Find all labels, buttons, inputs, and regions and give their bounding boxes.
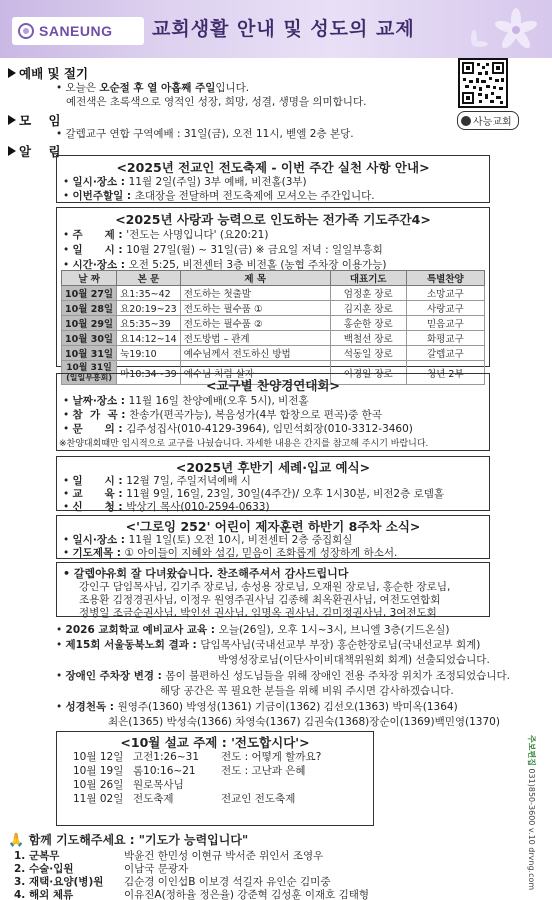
worship-line1-bold: 오순절 후 열 아홉째 주일 bbox=[99, 82, 216, 94]
prayer-item-names: 김순경 이인섭B 이보경 석길자 유인순 김미중 bbox=[124, 876, 331, 888]
col-scripture: 본 문 bbox=[117, 271, 181, 286]
cell-date: 10월 29일 bbox=[62, 316, 117, 331]
table-row bbox=[62, 286, 485, 301]
cell-prayer: 김지훈 장로 bbox=[330, 301, 406, 316]
bible-text-1: 원영주(1360) 박영성(1361) 기금이(1362) 김선오(1363) 박미옥(1364) bbox=[117, 701, 458, 713]
vertical-footer bbox=[523, 735, 541, 891]
qr-label bbox=[457, 111, 519, 130]
cell-praise: 소망교구 bbox=[406, 286, 484, 301]
sermon-row bbox=[73, 777, 221, 792]
prayer-request-title bbox=[8, 831, 248, 848]
cell-prayer: 석동일 장로 bbox=[330, 346, 406, 361]
caleb-title: • 갈렙야유회 잘 다녀왔습니다. 찬조해주셔서 감사드립니다 bbox=[63, 565, 348, 581]
qr-label-text: 사능교회 bbox=[473, 117, 512, 128]
prayer-week-row-1 bbox=[63, 227, 268, 242]
praise-row-3 bbox=[63, 421, 413, 436]
growing-row1-text: 11월 1일(토) 오전 10시, 비전센터 2층 중집회실 bbox=[128, 534, 353, 546]
cell-prayer: 엄정훈 장로 bbox=[330, 286, 406, 301]
prayer-item bbox=[14, 887, 369, 900]
baptism-row1-label: 일 시 : bbox=[72, 475, 127, 487]
sermon-topic: 전교인 전도축제 bbox=[221, 793, 296, 805]
triangle-icon bbox=[8, 68, 16, 78]
praise-row2-label: 참 가 곡 : bbox=[72, 409, 130, 421]
triangle-icon bbox=[8, 146, 16, 156]
festival-row1-label: 일시·장소 : bbox=[72, 176, 129, 188]
prayer-week-row3-text: 오전 5:25, 비전센터 3층 비전홀 (농협 주차장 이용가능) bbox=[128, 259, 387, 271]
sermon-row bbox=[73, 763, 306, 778]
parking-text-2: 해당 공간은 꼭 필요한 분들을 위해 비워 주시면 감사하겠습니다. bbox=[160, 685, 454, 697]
festival-row1-text: 11월 2일(주일) 3부 예배, 비전홀(3부) bbox=[128, 176, 307, 188]
festival-row2-text: 초대장을 전달하며 전도축제에 모셔오는 주간입니다. bbox=[134, 190, 375, 202]
growing-row1-label: 일시·장소 : bbox=[72, 534, 129, 546]
prayer-item-label: 1. 군복무 bbox=[14, 850, 60, 862]
flower-decoration-icon bbox=[454, 6, 544, 54]
table-row bbox=[62, 331, 485, 346]
prayer-week-row2-label: 일 시 : bbox=[72, 244, 127, 256]
praise-row-2 bbox=[63, 407, 382, 422]
worship-line-2: 예전색은 초록색으로 영적인 성장, 희망, 성결, 생명을 의미합니다. bbox=[66, 96, 367, 108]
logo-text: SANEUNG bbox=[39, 23, 113, 39]
parking-text-1: 몸이 불편하신 성도님들을 위해 장애인 전용 주차장 위치가 조정되었습니다. bbox=[165, 670, 510, 682]
prayer-week-row1-text: '전도는 사명입니다' (요20:21) bbox=[126, 229, 269, 241]
cell-scripture: 요5:35~39 bbox=[117, 316, 181, 331]
footer-contact: 031)850-3600 v.10 drvng.com bbox=[527, 765, 536, 891]
qr-code[interactable] bbox=[458, 58, 508, 108]
cell-date-text: 10월 31일 bbox=[66, 362, 112, 373]
cell-scripture: 요14:12~14 bbox=[117, 331, 181, 346]
sermon-date: 10월 26일 bbox=[73, 779, 124, 791]
logo-icon bbox=[18, 23, 34, 39]
cell-scripture: 마10:34~39 bbox=[117, 361, 181, 385]
cell-topic: 예수님 처럼 살자 bbox=[180, 361, 330, 385]
edu-label: 2026 교회학교 예비교사 교육 : bbox=[65, 624, 219, 636]
sermon-date: 11월 02일 bbox=[73, 793, 124, 805]
growing-title: <'그로잉 252' 어린이 제자훈련 하반기 8주차 소식> bbox=[125, 519, 421, 534]
cell-date: 10월 28일 bbox=[62, 301, 117, 316]
seoul-notice bbox=[56, 637, 480, 652]
meeting-line: • 갈렙교구 연합 구역예배 : 31일(금), 오전 11시, 벧엘 2층 본당. bbox=[56, 126, 354, 141]
cell-scripture: 요1:35~42 bbox=[117, 286, 181, 301]
sermon-row bbox=[73, 749, 321, 764]
col-special-praise: 특별찬양 bbox=[406, 271, 484, 286]
festival-row-2 bbox=[63, 188, 375, 203]
praise-row1-text: 11월 16일 찬양예배(오후 5시), 비전홀 bbox=[128, 395, 309, 407]
bible-label: 성경천독 : bbox=[65, 701, 118, 713]
section-notice-heading: 알 림 bbox=[19, 144, 61, 159]
edu-text: 오늘(26일), 오후 1시~3시, 브니엘 3층(기드온실) bbox=[218, 624, 450, 636]
sermon-topic: 전도 : 고난과 은혜 bbox=[221, 765, 306, 777]
prayer-week-row1-label: 주 제 : bbox=[72, 229, 127, 241]
parking-label: 장애인 주차장 변경 : bbox=[65, 670, 166, 682]
prayer-week-row3-label: 시간·장소 : bbox=[72, 259, 129, 271]
praise-contest-box bbox=[56, 373, 490, 451]
qr-code-icon bbox=[460, 60, 506, 106]
prayer-item-label: 2. 수술·입원 bbox=[14, 863, 74, 875]
prayer-week-title: <2025년 사랑과 능력으로 인도하는 전가족 기도주간4> bbox=[115, 212, 431, 227]
sermon-topic: 전도 : 어떻게 할까요? bbox=[221, 751, 322, 763]
prayer-week-table bbox=[61, 270, 485, 385]
worship-line-1 bbox=[56, 80, 249, 95]
edu-notice bbox=[56, 622, 449, 637]
cell-topic: 전도방법 – 관계 bbox=[180, 331, 330, 346]
baptism-row3-label: 신 청 : bbox=[72, 501, 127, 513]
cell-praise: 갈렙교구 bbox=[406, 346, 484, 361]
worship-line1-pre: 오늘은 bbox=[65, 82, 100, 94]
caleb-line-2: 조용환 김정경권사님, 이정우 원영주권사님 김종해 최옥환권사님, 여전도연합회 bbox=[79, 594, 441, 606]
prayer-week-row2-text: 10월 27일(월) ~ 31일(금) ※ 금요일 저녁 : 일일부흥회 bbox=[126, 244, 383, 256]
festival-row-1 bbox=[63, 174, 307, 189]
festival-row2-label: 이번주할일 : bbox=[72, 190, 135, 202]
cell-date: 10월 31일 bbox=[62, 346, 117, 361]
table-row bbox=[62, 346, 485, 361]
cell-scripture: 눅19:10 bbox=[117, 346, 181, 361]
section-meeting-heading: 모 임 bbox=[19, 113, 61, 128]
sermon-row bbox=[73, 791, 295, 806]
church-logo bbox=[12, 17, 144, 45]
praise-row3-label: 문 의 : bbox=[72, 423, 127, 435]
triangle-icon bbox=[8, 115, 16, 125]
praise-row2-text: 찬송가(편곡가능), 복음성가(4부 합창으로 편곡)중 한곡 bbox=[129, 409, 382, 421]
footer-green-label: 주보편집 bbox=[527, 735, 536, 766]
col-topic: 제 목 bbox=[180, 271, 330, 286]
cell-topic: 전도하는 필수품 ② bbox=[180, 316, 330, 331]
col-prayer: 대표기도 bbox=[330, 271, 406, 286]
sermon-scripture: 고전1:26~31 bbox=[133, 751, 200, 763]
table-row bbox=[62, 301, 485, 316]
cell-prayer: 홍순한 장로 bbox=[330, 316, 406, 331]
seoul-label: 제15회 서울동북노회 결과 : bbox=[65, 639, 201, 651]
festival-box bbox=[56, 155, 490, 203]
sermon-date: 10월 19일 bbox=[73, 765, 124, 777]
section-worship-heading: 예배 및 절기 bbox=[19, 66, 89, 81]
parking-notice bbox=[56, 668, 510, 683]
cell-topic: 예수님께서 전도하신 방법 bbox=[180, 346, 330, 361]
cell-date: 10월 27일 bbox=[62, 286, 117, 301]
sermon-box bbox=[56, 731, 374, 826]
prayer-item-names: 박윤건 한민성 이현규 박서준 위인서 조영우 bbox=[124, 850, 324, 862]
baptism-row2-label: 교 육 : bbox=[72, 488, 127, 500]
sermon-scripture: 원로목사님 bbox=[133, 779, 184, 791]
cell-praise: 믿음교구 bbox=[406, 316, 484, 331]
cell-prayer: 이경일 장로 bbox=[330, 361, 406, 385]
cell-praise: 사랑교구 bbox=[406, 301, 484, 316]
prayer-item-names: 이유진A(정하율 정은율) 강준혁 김성훈 이재호 김태형 bbox=[124, 889, 370, 900]
baptism-row1-text: 12월 7일, 주일저녁예배 시 bbox=[126, 475, 251, 487]
cell-praise: 청년 2부 bbox=[406, 361, 484, 385]
growing-row2-label: 기도제목 : bbox=[72, 547, 125, 559]
cell-scripture: 요20:19~23 bbox=[117, 301, 181, 316]
bible-text-2: 최은(1365) 박성숙(1366) 차영숙(1367) 김권숙(1368)장순이(1369)백민영(1370) bbox=[108, 716, 500, 728]
sermon-date: 10월 12일 bbox=[73, 751, 124, 763]
growing-row-2 bbox=[63, 545, 397, 560]
section-notice bbox=[8, 142, 61, 160]
prayer-week-row-2 bbox=[63, 242, 383, 257]
seoul-text-1: 담임목사님(국내선교부 부장) 홍순한장로님(국내선교부 회계) bbox=[200, 639, 481, 651]
caleb-thanks-box bbox=[56, 562, 490, 617]
growing-box bbox=[56, 515, 490, 559]
cell-topic: 전도하는 필수품 ① bbox=[180, 301, 330, 316]
caleb-line-1: 강인구 담임목사님, 김기주 장로님, 송성용 장로님, 오재원 장로님, 홍순한 장로님, bbox=[79, 581, 451, 593]
praise-note: ※찬양대회때만 임시적으로 교구를 나눴습니다. 자세한 내용은 간지를 참고해 주시기 바랍니다. bbox=[59, 439, 429, 449]
praying-hands-icon: 🙏 bbox=[8, 833, 29, 848]
baptism-box bbox=[56, 456, 490, 511]
cell-date-sub: (일일부흥회) bbox=[66, 372, 113, 382]
worship-line1-post: 입니다. bbox=[215, 82, 250, 94]
baptism-row-3 bbox=[63, 499, 270, 514]
baptism-row2-text: 11월 9일, 16일, 23일, 30일(4주간)/ 오후 1시30분, 비전2층 로뎀홀 bbox=[126, 488, 445, 500]
table-header-row bbox=[62, 271, 485, 286]
prayer-title-text: 함께 기도해주세요 : "기도가 능력입니다" bbox=[28, 833, 249, 847]
cell-topic: 전도하는 첫출발 bbox=[180, 286, 330, 301]
table-row bbox=[62, 316, 485, 331]
prayer-item-label: 3. 재택·요양(병)원 bbox=[14, 876, 104, 888]
vertical-footer-text bbox=[526, 735, 537, 890]
festival-title: <2025년 전교인 전도축제 - 이번 주간 실천 사항 안내> bbox=[116, 160, 430, 175]
prayer-item-label: 4. 해외 체류 bbox=[14, 889, 74, 900]
section-meeting bbox=[8, 111, 61, 129]
col-date: 날 짜 bbox=[62, 271, 117, 286]
growing-row2-text: ① 아이들이 지혜와 섬김, 믿음이 조화롭게 성장하게 하소서. bbox=[124, 547, 398, 559]
page-title: 교회생활 안내 및 성도의 교제 bbox=[152, 18, 415, 40]
baptism-row3-text: 박상기 목사(010-2594-0633) bbox=[126, 501, 270, 513]
prayer-week-box bbox=[56, 207, 490, 382]
sermon-scripture: 전도축제 bbox=[133, 793, 174, 805]
praise-row1-label: 날짜·장소 : bbox=[72, 395, 129, 407]
cell-prayer: 백철선 장로 bbox=[330, 331, 406, 346]
prayer-item-names: 이남국 문광자 bbox=[124, 863, 189, 875]
caleb-line-3: 정병일 조금순권사님, 박인선 권사님, 임명옥 권사님, 김미정권사님, 3여전도회 bbox=[79, 607, 437, 619]
sermon-scripture: 롬10:16~21 bbox=[133, 765, 196, 777]
cell-praise: 화평교구 bbox=[406, 331, 484, 346]
sermon-title: <10월 설교 주제 : '전도합시다'> bbox=[120, 735, 310, 750]
praise-row3-text: 김주성집사(010-4129-3964), 임민석회장(010-3312-3460) bbox=[126, 423, 413, 435]
page-header bbox=[0, 0, 552, 58]
praise-row-1 bbox=[63, 393, 309, 408]
seoul-text-2: 박영성장로님(이단사이비대책위원회 회계) 선출되었습니다. bbox=[218, 654, 490, 666]
bible-reading-notice bbox=[56, 699, 458, 714]
church-icon bbox=[461, 116, 471, 126]
baptism-title: <2025년 후반기 세례·입교 예식> bbox=[175, 460, 371, 475]
cell-date: 10월 30일 bbox=[62, 331, 117, 346]
praise-contest-title: <교구별 찬양경연대회> bbox=[206, 378, 340, 393]
